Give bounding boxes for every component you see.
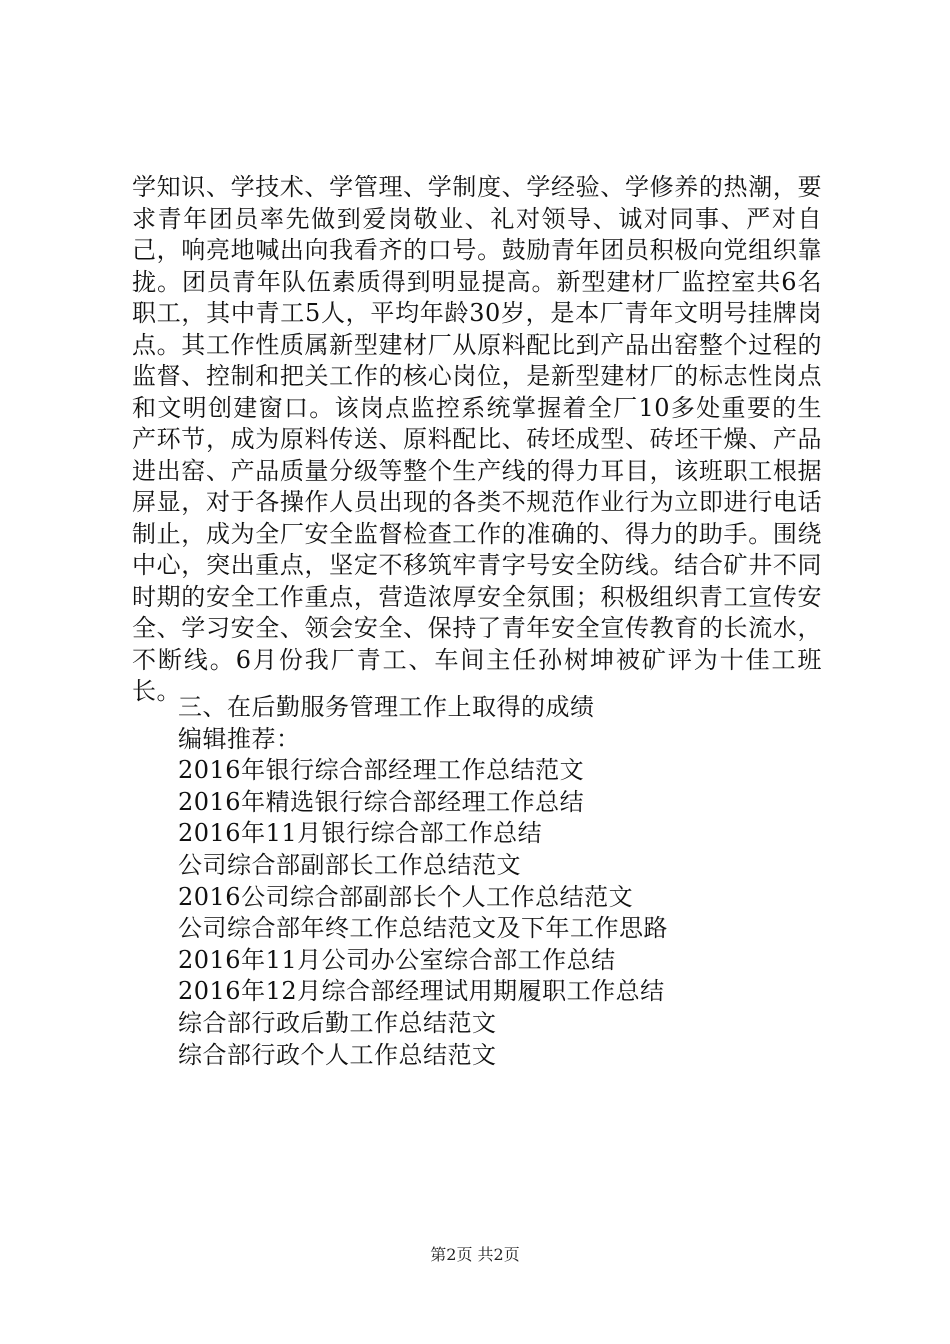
- section-heading: 三、在后勤服务管理工作上取得的成绩: [178, 693, 595, 721]
- recommended-link[interactable]: 公司综合部副部长工作总结范文: [178, 850, 521, 879]
- recommended-link[interactable]: 2016公司综合部副部长个人工作总结范文: [178, 882, 634, 911]
- page-footer: 第2页 共2页: [430, 1245, 520, 1264]
- recommend-label: 编辑推荐：: [178, 724, 301, 753]
- recommended-link[interactable]: 2016年12月综合部经理试用期履职工作总结: [178, 977, 665, 1006]
- recommend-section: [178, 692, 838, 1071]
- recommended-link[interactable]: 综合部行政后勤工作总结范文: [178, 1008, 497, 1037]
- recommended-link[interactable]: 2016年精选银行综合部经理工作总结: [178, 787, 585, 816]
- body-paragraph: 学知识、学技术、学管理、学制度、学经验、学修养的热潮，要求青年团员率先做到爱岗敬业、礼对领导、诚对同事、严对自己，响亮地喊出向我看齐的口号。鼓励青年团员积极向党组织靠拢。团员青年队伍素质得到明显提高。新型建材厂监控室共6名职工，其中青工5人，平均年龄30岁，是本厂青年文明号挂牌岗点。其工作性质属新型建材厂从原料配比到产品出窑整个过程的监督、控制和把关工作的核心岗位，是新型建材厂的标志性岗点和文明创建窗口。该岗点监控系统掌握着全厂10多处重要的生产环节，成为原料传送、原料配比、砖坯成型、砖坯干燥、产品进出窑、产品质量分级等整个生产线的得力耳目，该班职工根据屏显，对于各操作人员出现的各类不规范作业行为立即进行电话制止，成为全厂安全监督检查工作的准确的、得力的助手。围绕中心，突出重点，坚定不移筑牢青字号安全防线。结合矿井不同时期的安全工作重点，营造浓厚安全氛围；积极组织青工宣传安全、学习安全、领会安全、保持了青年安全宣传教育的长流水，不断线。6月份我厂青工、车间主任孙树坤被矿评为十佳工班长。: [132, 173, 822, 705]
- recommended-link[interactable]: 公司综合部年终工作总结范文及下年工作思路: [178, 914, 668, 943]
- recommended-link[interactable]: 2016年11月银行综合部工作总结: [178, 819, 543, 848]
- recommended-link[interactable]: 综合部行政个人工作总结范文: [178, 1040, 497, 1069]
- recommended-link[interactable]: 2016年银行综合部经理工作总结范文: [178, 756, 585, 785]
- recommended-link[interactable]: 2016年11月公司办公室综合部工作总结: [178, 945, 616, 974]
